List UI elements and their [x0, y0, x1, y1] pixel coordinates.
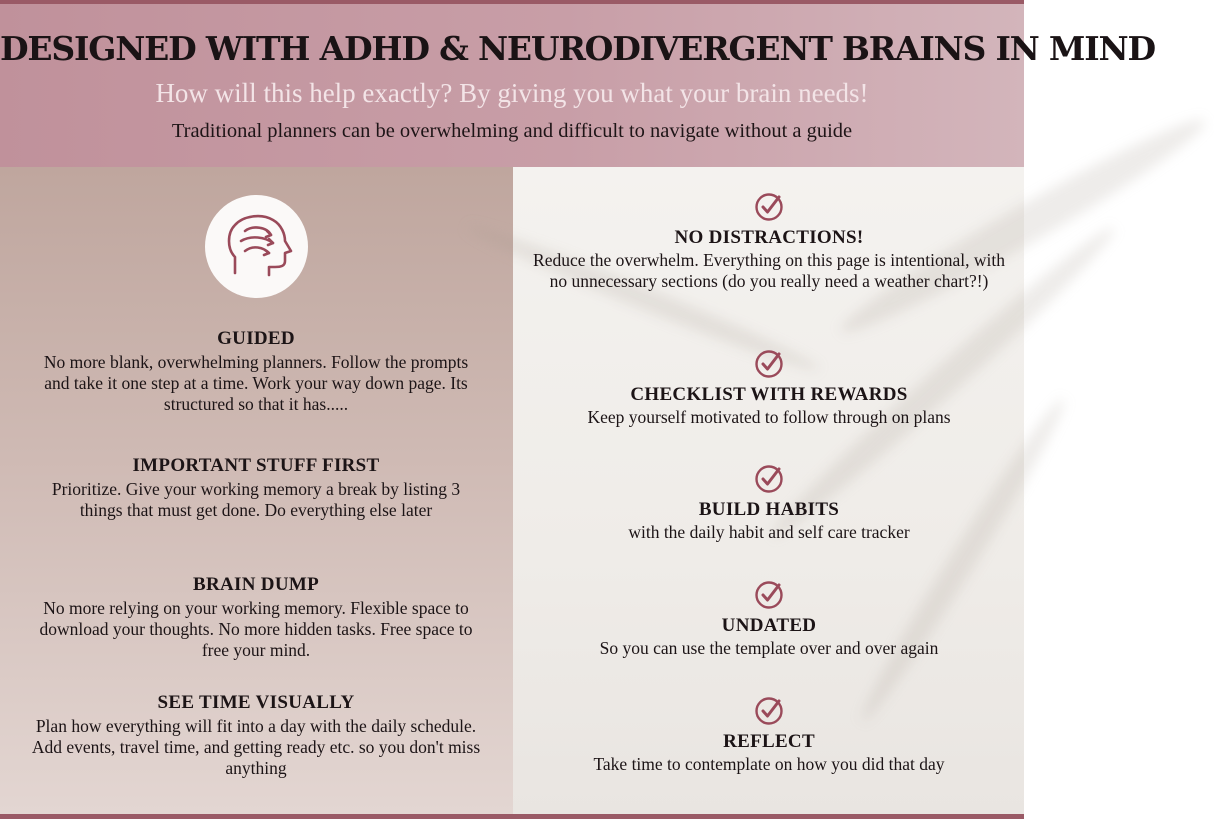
- section-heading: UNDATED: [721, 615, 817, 636]
- section-text: So you can use the template over and over again: [599, 638, 939, 658]
- section-text: Keep yourself motivated to follow through on plans: [587, 407, 951, 427]
- section-heading: CHECKLIST WITH REWARDS: [630, 384, 908, 405]
- section-checklist-with-rewards: [530, 349, 1008, 428]
- checkmark-circle-icon: [754, 580, 784, 610]
- checkmark-circle-icon: [754, 192, 784, 222]
- section-text: Reduce the overwhelm. Everything on this page is intentional, with no unnecessary sections (do you really need a weather chart?!): [533, 250, 1005, 291]
- brain-head-icon: [205, 195, 308, 298]
- section-build-habits: [530, 464, 1008, 543]
- header-banner: [0, 4, 1155, 167]
- page-tagline: Traditional planners can be overwhelming and difficult to navigate without a guide: [171, 120, 853, 142]
- section-heading: GUIDED: [217, 328, 295, 349]
- section-heading: REFLECT: [723, 731, 815, 752]
- section-heading: SEE TIME VISUALLY: [157, 692, 355, 713]
- section-reflect: [530, 696, 1008, 775]
- section-undated: [530, 580, 1008, 659]
- section-brain-dump: [30, 574, 482, 661]
- section-text: Plan how everything will fit into a day with the daily schedule. Add events, travel time, and getting ready etc. so you don't miss anything: [31, 716, 481, 778]
- section-heading: IMPORTANT STUFF FIRST: [132, 455, 380, 476]
- section-guided: [30, 328, 482, 415]
- section-text: with the daily habit and self care tracker: [628, 522, 910, 542]
- section-important-stuff-first: [30, 455, 482, 521]
- section-text: Take time to contemplate on how you did that day: [593, 754, 945, 774]
- bottom-border: [0, 814, 1024, 819]
- section-heading: NO DISTRACTIONS!: [674, 227, 864, 248]
- checkmark-circle-icon: [754, 349, 784, 379]
- section-no-distractions: [530, 192, 1008, 292]
- page-title: DESIGNED WITH ADHD & NEURODIVERGENT BRAINS IN MIND: [0, 29, 1155, 68]
- section-text: No more blank, overwhelming planners. Follow the prompts and take it one step at a time. Work your way down page. Its structured so that it has.....: [43, 352, 469, 414]
- page-subtitle: How will this help exactly? By giving you what your brain needs!: [155, 78, 869, 108]
- checkmark-circle-icon: [754, 696, 784, 726]
- section-see-time-visually: [30, 692, 482, 779]
- section-heading: BUILD HABITS: [698, 499, 840, 520]
- section-text: No more relying on your working memory. Flexible space to download your thoughts. No more hidden tasks. Free space to free your mind.: [39, 598, 473, 660]
- checkmark-circle-icon: [754, 464, 784, 494]
- section-text: Prioritize. Give your working memory a break by listing 3 things that must get done. Do everything else later: [51, 479, 461, 520]
- section-heading: BRAIN DUMP: [193, 574, 319, 595]
